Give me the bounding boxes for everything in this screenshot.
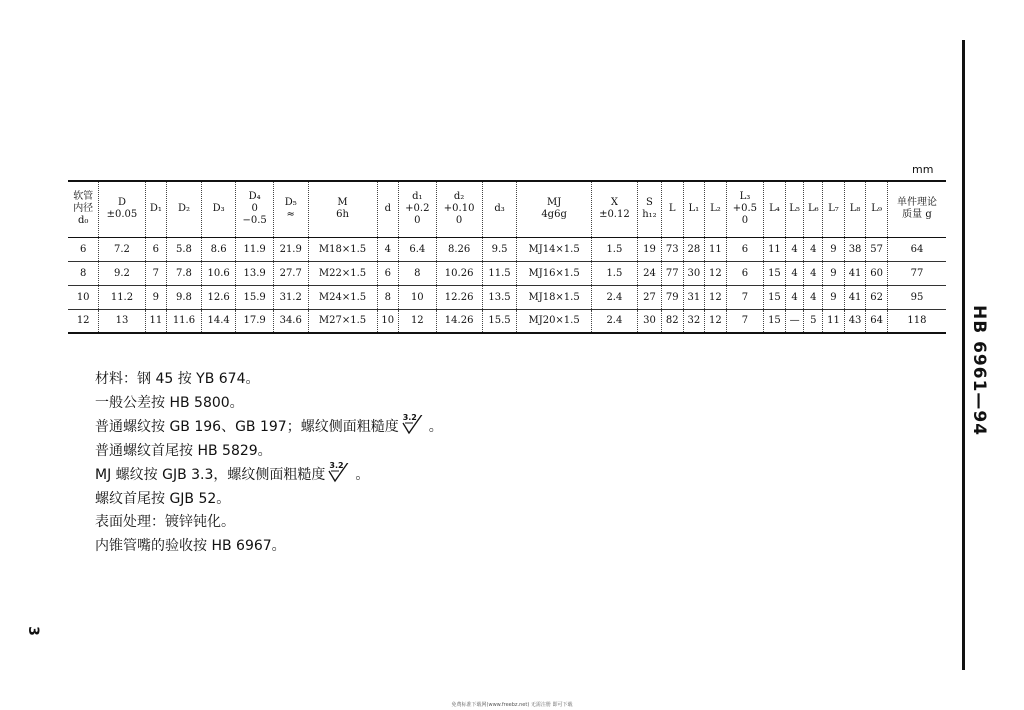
column-header [377,181,399,237]
table-cell: 13.9 [236,261,273,285]
table-cell: 13 [99,309,145,333]
table-cell: 14.4 [201,309,236,333]
table-cell: 10 [399,285,436,309]
column-header-line: +0.10 [443,203,475,215]
table-cell: 19 [637,237,661,261]
table-cell: 64 [866,309,888,333]
table-cell: 5 [804,309,823,333]
column-header [167,181,202,237]
table-cell: 15 [764,309,786,333]
column-header-line: 0 [455,215,463,227]
column-header [887,181,946,237]
column-header-line: L₄ [769,203,780,215]
table-cell: 11.2 [99,285,145,309]
table-cell: 8 [399,261,436,285]
roughness-symbol-icon [327,463,353,483]
table-cell: 8 [377,285,399,309]
column-header-line: L₆ [807,203,819,215]
table-cell: M18×1.5 [308,237,377,261]
table-cell: 118 [887,309,946,333]
column-header-line: d₂ [453,191,465,203]
table-cell: 9 [823,285,845,309]
column-header [804,181,823,237]
column-header-line: h₁₂ [642,209,657,221]
table-cell: 4 [785,285,804,309]
table-cell: 12.26 [436,285,482,309]
note-thread-ends: 普通螺纹首尾按 HB 5829。 [95,442,272,459]
column-header-line: d [384,203,391,215]
column-header [823,181,845,237]
note-thread-standard [95,415,443,440]
table-cell: 9.8 [167,285,202,309]
column-header-line: 内径 [73,203,94,215]
table-cell: 31.2 [273,285,308,309]
note-tolerance: 一般公差按 HB 5800。 [95,394,244,411]
column-header-line: −0.5 [242,215,267,227]
table-cell: 9 [823,237,845,261]
table-cell: 5.8 [167,237,202,261]
table-cell: 9 [145,285,167,309]
table-cell: 6 [145,237,167,261]
table-cell: 10 [377,309,399,333]
table-cell: 15 [764,285,786,309]
column-header-line: M [337,197,348,209]
column-header-line: D₁ [149,203,162,215]
note-mj-thread-text: MJ 螺纹按 GJB 3.3，螺纹侧面粗糙度 [95,467,326,483]
table-cell: 14.26 [436,309,482,333]
table-cell: 11 [705,237,727,261]
table-cell: 7.2 [99,237,145,261]
right-margin-rule [962,40,965,670]
column-header-line: ±0.05 [106,209,138,221]
note-mj-thread-end: 。 [355,467,370,483]
table-cell: — [785,309,804,333]
table-cell: 82 [661,309,683,333]
table-cell: 15.9 [236,285,273,309]
table-row [68,261,946,285]
column-header [637,181,661,237]
column-header [99,181,145,237]
column-header-line: L₇ [828,203,839,215]
column-header-line: 软管 [73,191,94,203]
table-cell: 10.6 [201,261,236,285]
standard-code: HB 6961—94 [969,305,989,437]
table-cell: 12.6 [201,285,236,309]
column-header-line: MJ [546,197,562,209]
table-cell: 10 [68,285,99,309]
table-cell: 11.5 [482,261,517,285]
table-cell: 12 [705,261,727,285]
table-row [68,309,946,333]
table-cell: 28 [683,237,705,261]
table-cell: M27×1.5 [308,309,377,333]
note-surface-treatment: 表面处理：镀锌钝化。 [95,514,235,530]
table-cell: 6 [726,237,763,261]
table-cell: 77 [887,261,946,285]
table-cell: 8.6 [201,237,236,261]
table-cell: 38 [844,237,866,261]
table-cell: 12 [399,309,436,333]
column-header-line: +0.5 [732,203,758,215]
table-cell: 4 [785,261,804,285]
table-cell: 10.26 [436,261,482,285]
table-header-row [68,181,946,237]
note-mj-thread-ends: 螺纹首尾按 GJB 52。 [95,490,231,507]
column-header [705,181,727,237]
column-header [661,181,683,237]
column-header-line: S [646,197,653,209]
table-cell: 4 [804,237,823,261]
column-header-line: D₃ [212,203,225,215]
table-row [68,237,946,261]
column-header [436,181,482,237]
table-cell: 24 [637,261,661,285]
column-header-line: ±0.12 [599,209,630,221]
table-cell: 32 [683,309,705,333]
column-header-line: X [610,197,618,209]
column-header-line: D₅ [284,197,297,209]
column-header-line: 0 [251,203,258,215]
table-cell: 30 [683,261,705,285]
column-header-line: D [117,197,126,209]
column-header [68,181,99,237]
footer-watermark: 免费标准下载网(www.freebz.net) 无需注册 即可下载 [451,702,573,708]
table-cell: 1.5 [591,237,637,261]
column-header [726,181,763,237]
table-body [68,237,946,333]
table-cell: 8.26 [436,237,482,261]
table-cell: 60 [866,261,888,285]
table-row [68,285,946,309]
table-cell: 7.8 [167,261,202,285]
unit-label: mm [912,163,934,176]
column-header [482,181,517,237]
technical-notes [95,368,443,558]
column-header-line: L₂ [710,203,721,215]
table-cell: 4 [785,237,804,261]
page-number: 3 [24,626,41,636]
table-cell: MJ20×1.5 [517,309,591,333]
table-cell: 34.6 [273,309,308,333]
table-cell: 11 [764,237,786,261]
column-header-line: 6h [336,209,349,221]
table-cell: 27.7 [273,261,308,285]
table-cell: 12 [705,285,727,309]
table-cell: 7 [726,309,763,333]
table-cell: 4 [377,237,399,261]
table-cell: 11 [145,309,167,333]
column-header-line: D₂ [177,203,190,215]
table-cell: 95 [887,285,946,309]
note-material: 材料：钢 45 按 YB 674。 [95,371,260,387]
column-header-line: L₉ [871,203,882,215]
column-header-line: 0 [741,215,749,227]
table-cell: 8 [68,261,99,285]
column-header [399,181,436,237]
column-header-line: L₅ [789,203,800,215]
table-cell: M22×1.5 [308,261,377,285]
table-cell: 21.9 [273,237,308,261]
column-header [273,181,308,237]
table-cell: 4 [804,261,823,285]
roughness-value: 3.2 [402,413,417,422]
table-cell: 64 [887,237,946,261]
column-header [201,181,236,237]
roughness-value: 3.2 [329,461,344,470]
column-header [236,181,273,237]
table-cell: 13.5 [482,285,517,309]
note-acceptance: 内锥管嘴的验收按 HB 6967。 [95,537,286,554]
table-cell: M24×1.5 [308,285,377,309]
column-header [308,181,377,237]
table-cell: 62 [866,285,888,309]
column-header [866,181,888,237]
table-cell: 9 [823,261,845,285]
table-cell: 2.4 [591,285,637,309]
column-header-line: 0 [414,215,421,227]
column-header [591,181,637,237]
note-mj-thread [95,463,443,488]
column-header-line: L [668,203,676,215]
column-header-line: 质量 g [902,209,932,221]
table-cell: 11 [823,309,845,333]
column-header-line: ≈ [286,209,295,221]
table-cell: 17.9 [236,309,273,333]
table-cell: 15.5 [482,309,517,333]
table-cell: 1.5 [591,261,637,285]
table-cell: MJ16×1.5 [517,261,591,285]
column-header [145,181,167,237]
table-cell: 6.4 [399,237,436,261]
table-cell: 6 [377,261,399,285]
table-cell: 31 [683,285,705,309]
column-header-line: 单件理论 [896,197,937,209]
table-cell: 7 [145,261,167,285]
column-header-line: +0.2 [405,203,430,215]
column-header [683,181,705,237]
column-header-line: 4g6g [541,209,567,221]
column-header-line: L₁ [688,203,700,215]
column-header-line: d₀ [77,215,89,227]
roughness-symbol-icon [401,415,427,435]
table-cell: 41 [844,261,866,285]
table-cell: 73 [661,237,683,261]
column-header-line: d₃ [494,203,505,215]
table-cell: MJ14×1.5 [517,237,591,261]
table-cell: 79 [661,285,683,309]
table-cell: 12 [705,309,727,333]
table-cell: 43 [844,309,866,333]
table-cell: 27 [637,285,661,309]
table-cell: 15 [764,261,786,285]
column-header [517,181,591,237]
table-cell: 41 [844,285,866,309]
table-cell: 6 [68,237,99,261]
dimension-table [68,180,946,334]
table-cell: 7 [726,285,763,309]
column-header-line: L₈ [849,203,861,215]
table-cell: 9.2 [99,261,145,285]
table-cell: 77 [661,261,683,285]
table-cell: 57 [866,237,888,261]
column-header [844,181,866,237]
column-header [785,181,804,237]
note-thread-standard-end: 。 [428,419,443,435]
table-cell: 11.6 [167,309,202,333]
table-cell: 11.9 [236,237,273,261]
table-cell: 9.5 [482,237,517,261]
column-header-line: D₄ [248,191,261,203]
note-thread-standard-text: 普通螺纹按 GB 196、GB 197；螺纹侧面粗糙度 [95,419,399,435]
table-cell: 12 [68,309,99,333]
column-header [764,181,786,237]
table-cell: 4 [804,285,823,309]
column-header-line: d₁ [412,191,423,203]
table-cell: MJ18×1.5 [517,285,591,309]
table-cell: 6 [726,261,763,285]
table-cell: 2.4 [591,309,637,333]
column-header-line: L₃ [739,191,751,203]
table-cell: 30 [637,309,661,333]
